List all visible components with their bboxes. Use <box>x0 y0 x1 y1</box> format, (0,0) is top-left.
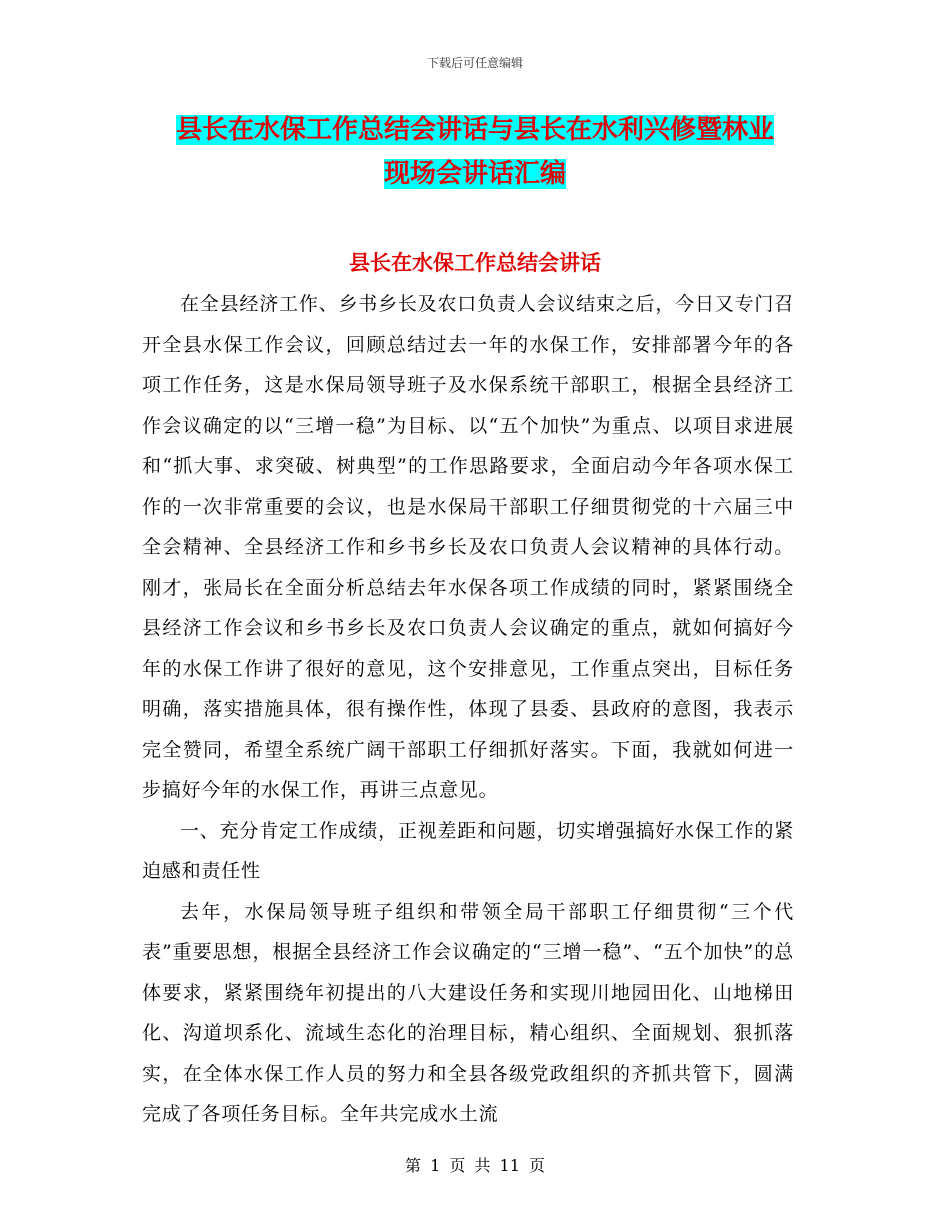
document-title-line-1-text: 县长在水保工作总结会讲话与县长在水利兴修暨林业 <box>175 115 774 145</box>
document-body <box>142 284 794 1135</box>
body-paragraph-2: 一、充分肯定工作成绩，正视差距和问题，切实增强搞好水保工作的紧迫感和责任性 <box>142 819 794 882</box>
document-title-line-1 <box>140 113 810 147</box>
document-title-line-2 <box>140 157 810 191</box>
section-title: 县长在水保工作总结会讲话 <box>349 251 601 275</box>
document-title-line-2-text: 现场会讲话汇编 <box>383 159 566 189</box>
page-header-note: 下载后可任意编辑 <box>426 56 523 70</box>
body-paragraph-1: 在全县经济工作、乡书乡长及农口负责人会议结束之后，今日又专门召开全县水保工作会议，回顾总结过去一年的水保工作，安排部署今年的各项工作任务，这是水保局领导班子及水保系统干部职工，根据全县经济工作会议确定的以“三增一稳”为目标、以“五个加快”为重点、以项目求进展和“抓大事、求突破、树典型”的工作思路要求，全面启动今年各项水保工作的一次非常重要的会议，也是水保局干部职工仔细贯彻党的十六届三中全会精神、全县经济工作和乡书乡长及农口负责人会议精神的具体行动。刚才，张局长在全面分析总结去年水保各项工作成绩的同时，紧紧围绕全县经济工作会议和乡书乡长及农口负责人会议确定的重点，就如何搞好今年的水保工作讲了很好的意见，这个安排意见，工作重点突出，目标任务明确，落实措施具体，很有操作性，体现了县委、县政府的意图，我表示完全赞同，希望全系统广阔干部职工仔细抓好落实。下面，我就如何进一步搞好今年的水保工作，再讲三点意见。 <box>142 293 794 801</box>
page-footer: 第 1 页 共 11 页 <box>405 1156 545 1175</box>
body-paragraph-3: 去年，水保局领导班子组织和带领全局干部职工仔细贯彻“三个代表”重要思想，根据全县经济工作会议确定的“三增一稳”、“五个加快”的总体要求，紧紧围绕年初提出的八大建设任务和实现川地园田化、山地梯田化、沟道坝系化、流域生态化的治理目标，精心组织、全面规划、狠抓落实，在全体水保工作人员的努力和全县各级党政组织的齐抓共管下，圆满完成了各项任务目标。全年共完成水土流 <box>142 900 794 1125</box>
